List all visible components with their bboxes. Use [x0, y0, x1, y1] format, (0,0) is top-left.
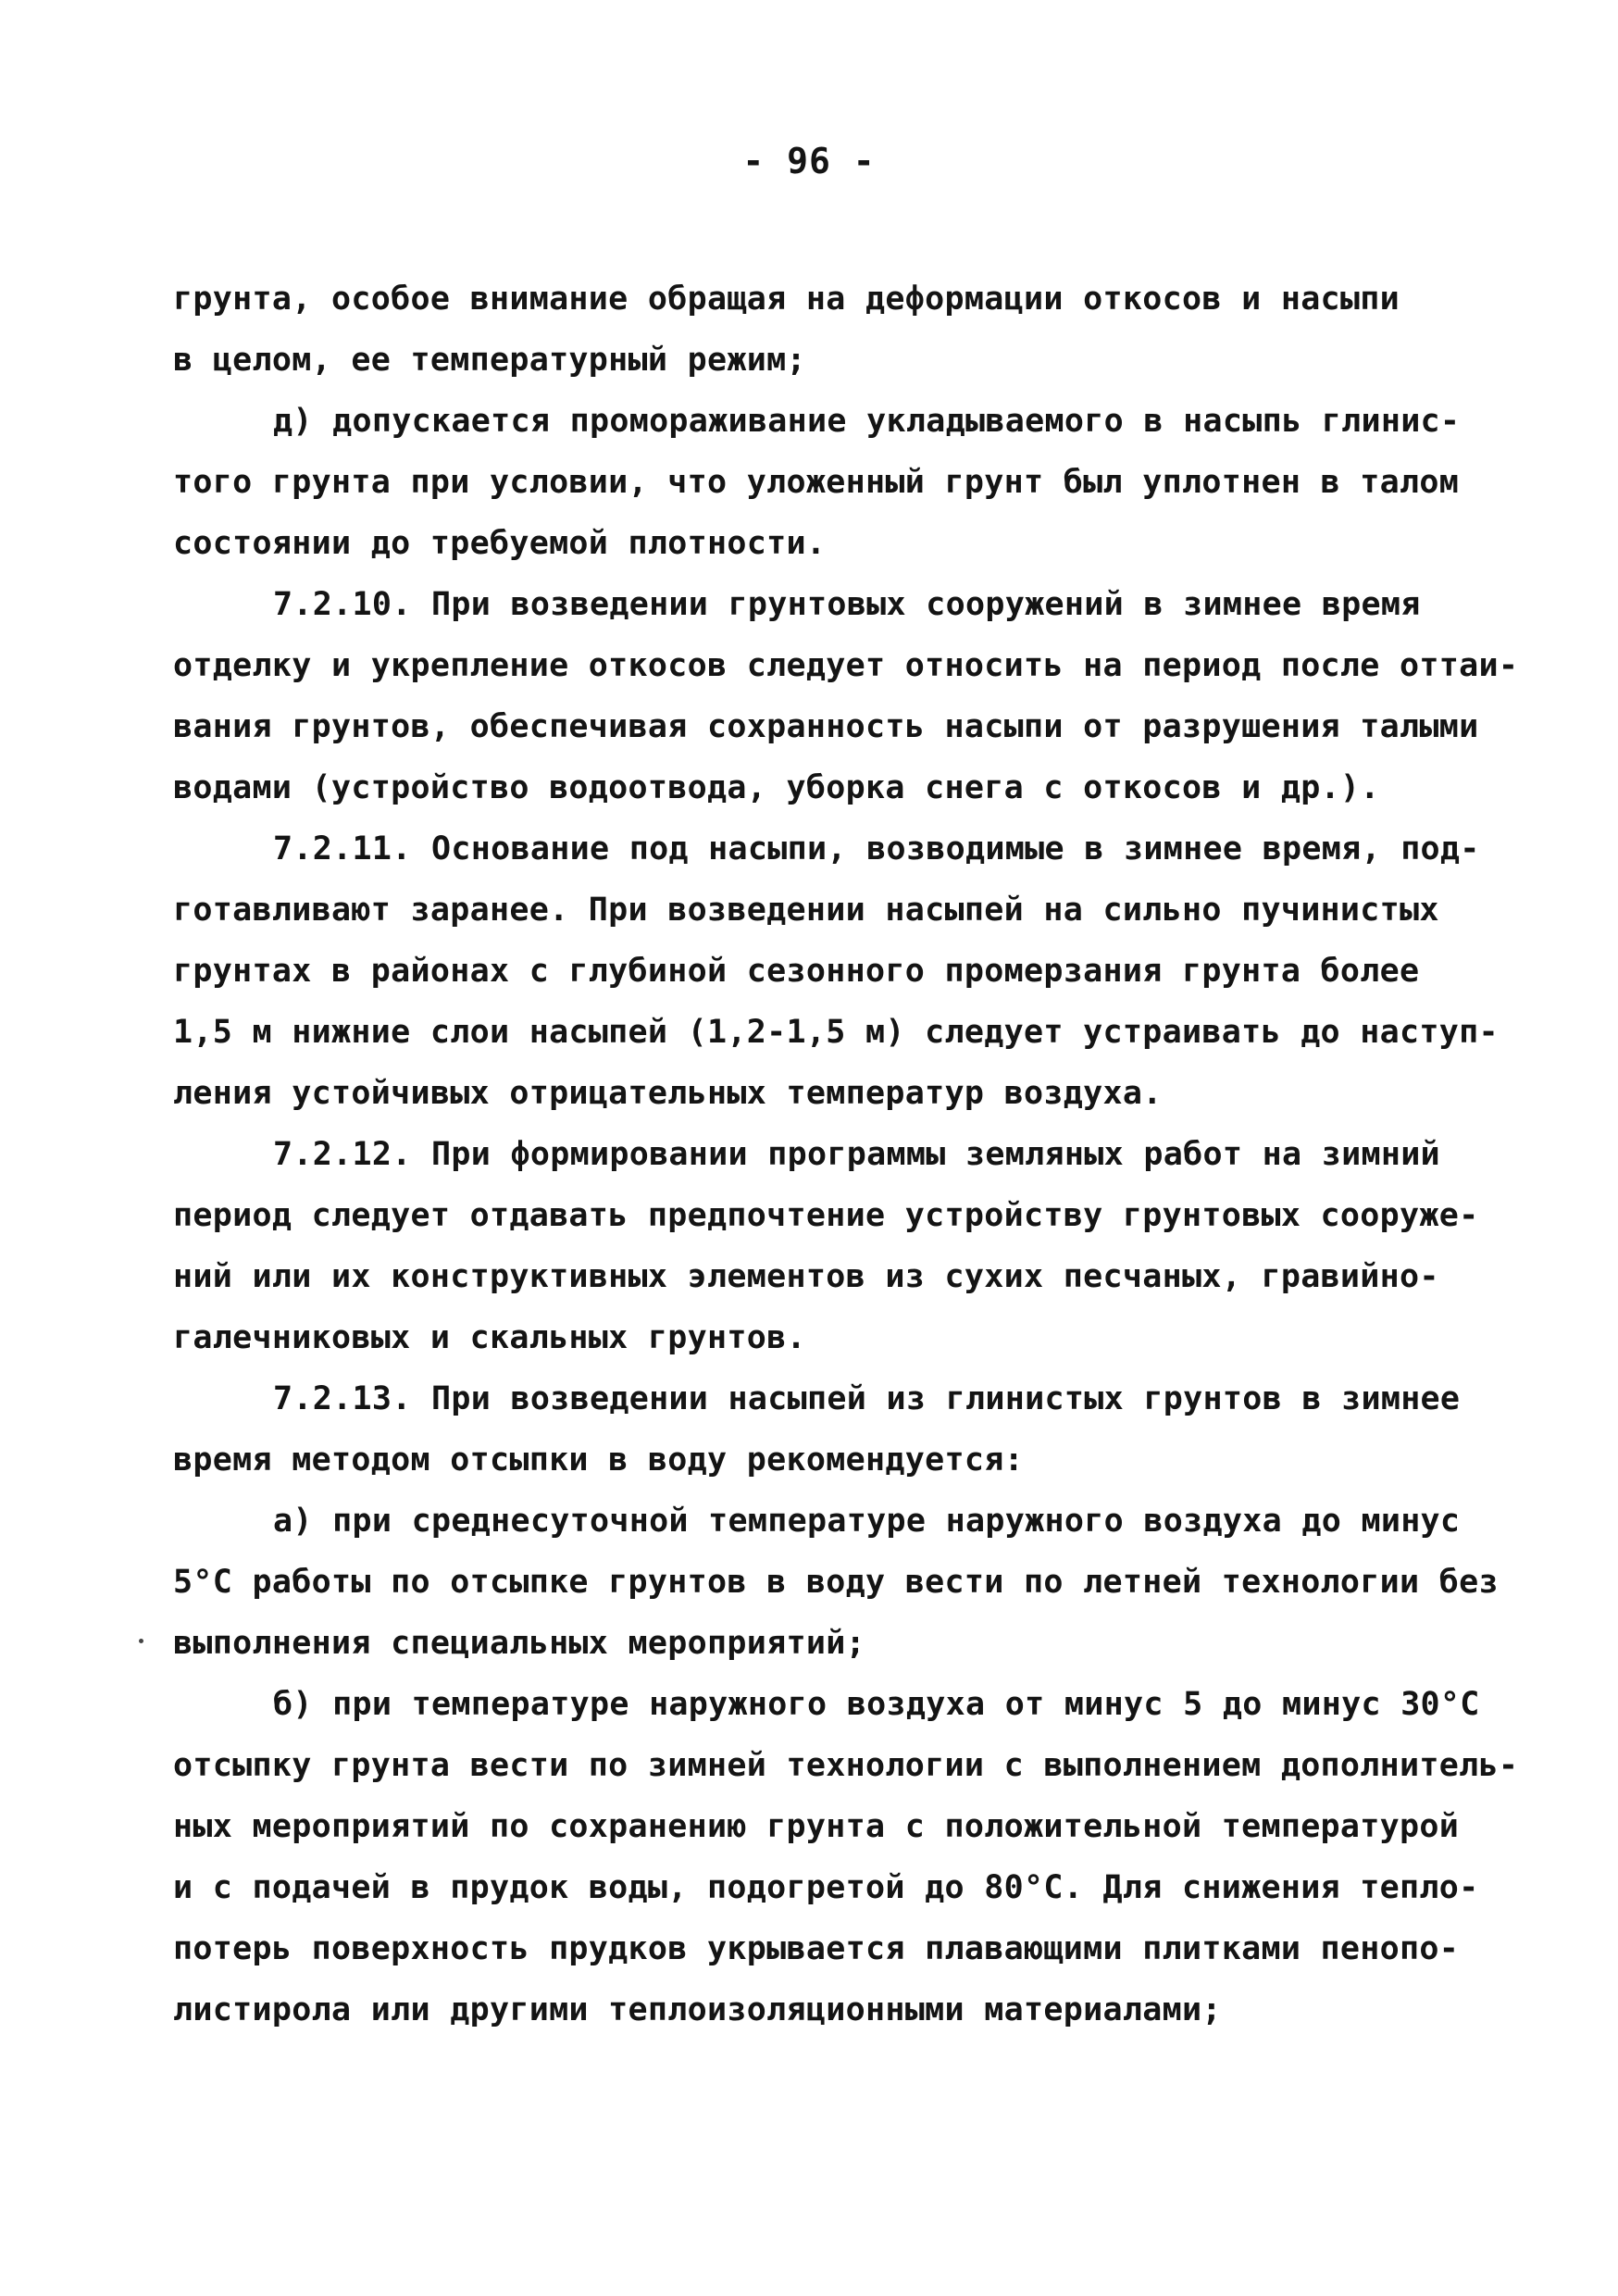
- text-line: в целом, ее температурный режим;: [173, 342, 806, 379]
- text-line: грунта, особое внимание обращая на деформации откосов и насыпи: [173, 281, 1400, 318]
- text-line: готавливают заранее. При возведении насыпей на сильно пучинистых: [173, 892, 1439, 929]
- text-line: и с подачей в прудок воды, подогретой до 80°С. Для снижения тепло-: [173, 1869, 1479, 1906]
- scan-speck: [139, 1639, 143, 1643]
- text-line: 7.2.11. Основание под насыпи, возводимые в зимнее время, под-: [273, 830, 1480, 867]
- text-line: водами (устройство водоотвода, уборка снега с откосов и др.).: [173, 769, 1380, 806]
- text-line: отсыпку грунта вести по зимней технологии с выполнением дополнитель-: [173, 1747, 1519, 1784]
- text-line: листирола или другими теплоизоляционными материалами;: [173, 1991, 1222, 2028]
- page-number: - 96 -: [742, 141, 876, 181]
- text-line: 7.2.13. При возведении насыпей из глинистых грунтов в зимнее: [273, 1380, 1461, 1417]
- text-line: 1,5 м нижние слои насыпей (1,2-1,5 м) следует устраивать до наступ-: [173, 1014, 1499, 1051]
- text-line: ний или их конструктивных элементов из сухих песчаных, гравийно-: [173, 1258, 1439, 1295]
- text-line: состоянии до требуемой плотности.: [173, 525, 827, 562]
- text-line: период следует отдавать предпочтение устройству грунтовых сооруже-: [173, 1197, 1479, 1234]
- text-line: д) допускается промораживание укладываемого в насыпь глинис-: [273, 403, 1461, 440]
- text-line: ления устойчивых отрицательных температур воздуха.: [173, 1075, 1163, 1112]
- text-line: 7.2.12. При формировании программы земляных работ на зимний: [273, 1136, 1440, 1173]
- text-line: ных мероприятий по сохранению грунта с положительной температурой: [173, 1808, 1460, 1845]
- text-line: галечниковых и скальных грунтов.: [173, 1319, 806, 1356]
- body-text: [173, 268, 1519, 2040]
- text-line: 7.2.10. При возведении грунтовых сооружений в зимнее время: [273, 586, 1421, 623]
- text-line: время методом отсыпки в воду рекомендуется:: [173, 1441, 1024, 1479]
- text-line: б) при температуре наружного воздуха от минус 5 до минус 30°С: [273, 1686, 1480, 1723]
- text-line: а) при среднесуточной температуре наружного воздуха до минус: [273, 1503, 1461, 1540]
- text-line: вания грунтов, обеспечивая сохранность насыпи от разрушения талыми: [173, 708, 1479, 745]
- text-line: выполнения специальных мероприятий;: [173, 1625, 866, 1662]
- text-line: того грунта при условии, что уложенный грунт был уплотнен в талом: [173, 464, 1460, 501]
- text-line: потерь поверхность прудков укрывается плавающими плитками пенопо-: [173, 1930, 1460, 1967]
- text-line: отделку и укрепление откосов следует относить на период после оттаи-: [173, 647, 1519, 684]
- text-line: 5°С работы по отсыпке грунтов в воду вести по летней технологии без: [173, 1564, 1499, 1601]
- text-line: грунтах в районах с глубиной сезонного промерзания грунта более: [173, 953, 1420, 990]
